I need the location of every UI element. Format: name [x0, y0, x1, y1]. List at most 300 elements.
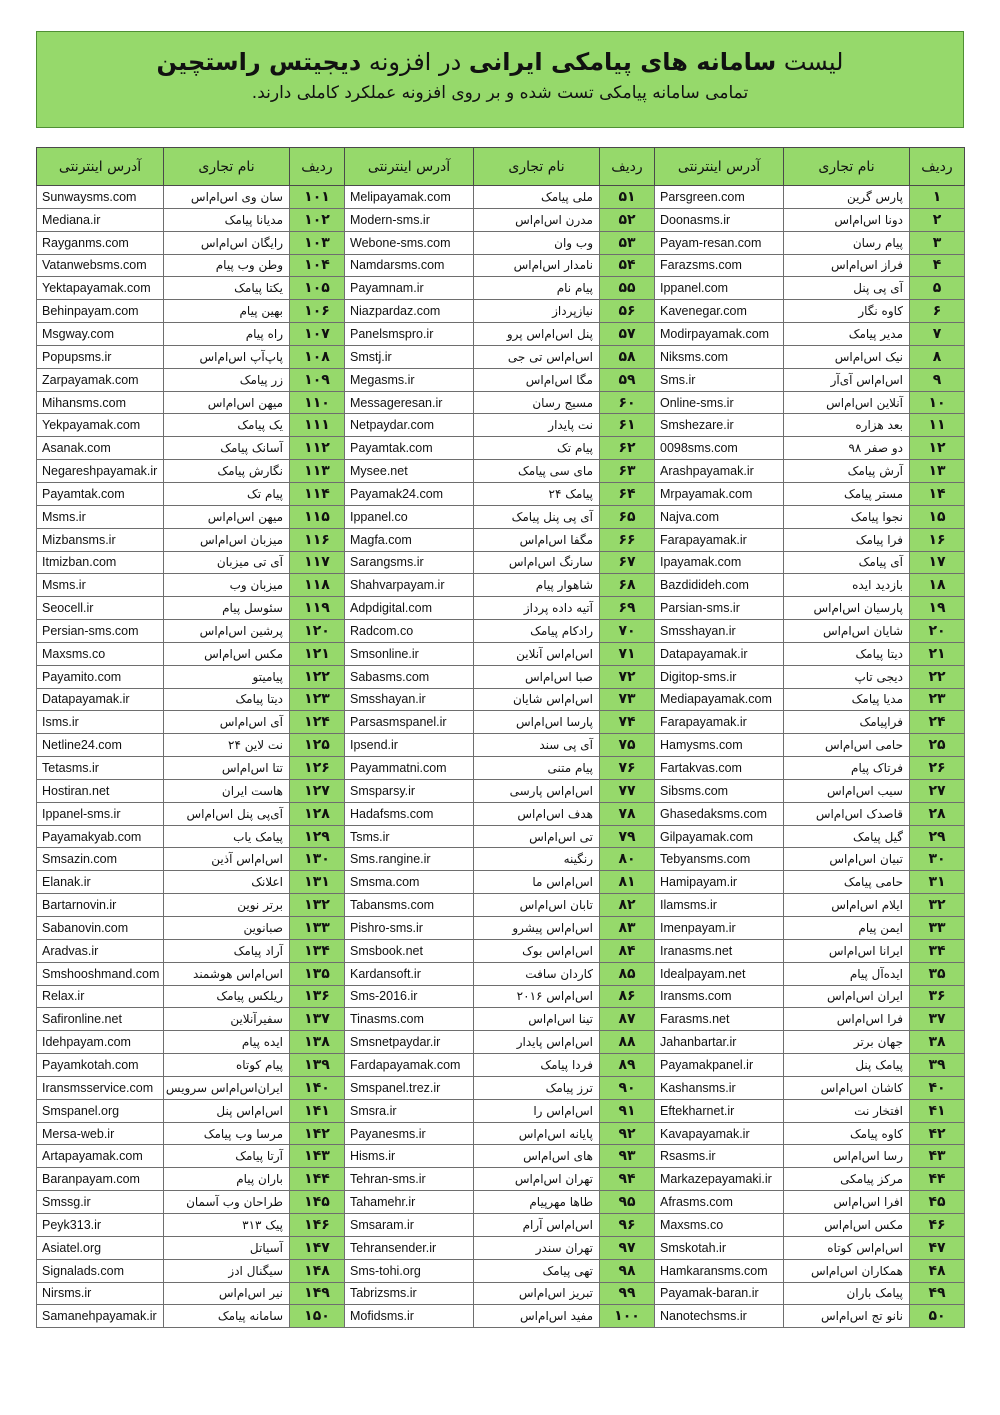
provider-url: Ipsend.ir [345, 734, 474, 757]
provider-name: اس‌ام‌اس کوتاه [784, 1236, 910, 1259]
provider-url: Netline24.com [37, 734, 164, 757]
row-number: ۵۹ [600, 368, 655, 391]
provider-url: Yekpayamak.com [37, 414, 164, 437]
row-number: ۶۰ [600, 391, 655, 414]
table-row [37, 665, 965, 688]
provider-url: Fartakvas.com [655, 757, 784, 780]
row-number: ۸۷ [600, 1008, 655, 1031]
provider-url: Persian-sms.com [37, 620, 164, 643]
title-prefix: لیست [783, 48, 844, 76]
provider-url: Msgway.com [37, 323, 164, 346]
provider-url: Signalads.com [37, 1259, 164, 1282]
provider-url: Mrpayamak.com [655, 482, 784, 505]
provider-url: Payamkotah.com [37, 1054, 164, 1077]
row-number: ۱۹ [910, 597, 965, 620]
provider-url: Smsazin.com [37, 848, 164, 871]
provider-name: آی تی میزبان [164, 551, 290, 574]
provider-url: Asiatel.org [37, 1236, 164, 1259]
provider-name: پارسا اس‌ام‌اس [474, 711, 600, 734]
provider-name: تهران سندر [474, 1236, 600, 1259]
row-number: ۷۹ [600, 825, 655, 848]
row-number: ۳۵ [910, 962, 965, 985]
table-row [37, 734, 965, 757]
provider-url: Tinasms.com [345, 1008, 474, 1031]
provider-name: ایرانا اس‌ام‌اس [784, 939, 910, 962]
provider-name: صبا اس‌ام‌اس [474, 665, 600, 688]
table-row [37, 186, 965, 209]
provider-name: آرتا پیامک [164, 1145, 290, 1168]
provider-url: Yektapayamak.com [37, 277, 164, 300]
row-number: ۱۴۱ [290, 1099, 345, 1122]
provider-url: Kardansoft.ir [345, 962, 474, 985]
row-number: ۴۷ [910, 1236, 965, 1259]
provider-url: Farapayamak.ir [655, 528, 784, 551]
row-number: ۱۳۲ [290, 894, 345, 917]
row-number: ۱۳۸ [290, 1031, 345, 1054]
provider-name: تهران اس‌ام‌اس [474, 1168, 600, 1191]
provider-name: پارسیان اس‌ام‌اس [784, 597, 910, 620]
row-number: ۸۱ [600, 871, 655, 894]
provider-name: اس‌ام‌اس تی جی [474, 345, 600, 368]
row-number: ۴۰ [910, 1076, 965, 1099]
table-header-row [37, 148, 965, 186]
provider-name: شاهوار پیام [474, 574, 600, 597]
row-number: ۸۰ [600, 848, 655, 871]
provider-name: مستر پیامک [784, 482, 910, 505]
provider-name: حامی پیامک [784, 871, 910, 894]
table-row [37, 985, 965, 1008]
header-num-1: ردیف [910, 148, 965, 186]
provider-url: Baranpayam.com [37, 1168, 164, 1191]
provider-url: Smsonline.ir [345, 642, 474, 665]
provider-url: Najva.com [655, 505, 784, 528]
row-number: ۱۴ [910, 482, 965, 505]
provider-url: Niazpardaz.com [345, 300, 474, 323]
provider-name: پیک ۳۱۳ [164, 1213, 290, 1236]
table-row [37, 1168, 965, 1191]
provider-url: Maxsms.co [37, 642, 164, 665]
row-number: ۱۳۶ [290, 985, 345, 1008]
row-number: ۱۴۵ [290, 1191, 345, 1214]
provider-name: مسیج رسان [474, 391, 600, 414]
provider-name: آراد پیامک [164, 939, 290, 962]
provider-name: ایلام اس‌ام‌اس [784, 894, 910, 917]
row-number: ۱۱۷ [290, 551, 345, 574]
provider-name: پنل اس‌ام‌اس پرو [474, 323, 600, 346]
provider-name: ملی پیامک [474, 186, 600, 209]
title-middle: در افزونه [368, 48, 462, 76]
provider-url: Gilpayamak.com [655, 825, 784, 848]
provider-url: Smsparsy.ir [345, 779, 474, 802]
row-number: ۵ [910, 277, 965, 300]
provider-name: میهن اس‌ام‌اس [164, 505, 290, 528]
provider-name: تتا اس‌ام‌اس [164, 757, 290, 780]
provider-url: Smspanel.trez.ir [345, 1076, 474, 1099]
row-number: ۲۴ [910, 711, 965, 734]
provider-name: پیام متنی [474, 757, 600, 780]
provider-name: میزبان وب [164, 574, 290, 597]
header-url-1: آدرس اینترنتی [655, 148, 784, 186]
row-number: ۱۴۶ [290, 1213, 345, 1236]
provider-name: اس‌ام‌اس پنل [164, 1099, 290, 1122]
provider-name: دیتا پیامک [164, 688, 290, 711]
row-number: ۱۰۲ [290, 208, 345, 231]
provider-name: رنگینه [474, 848, 600, 871]
provider-name: بعد هزاره [784, 414, 910, 437]
provider-url: Smskotah.ir [655, 1236, 784, 1259]
provider-url: Safironline.net [37, 1008, 164, 1031]
provider-url: Relax.ir [37, 985, 164, 1008]
provider-url: Kavenegar.com [655, 300, 784, 323]
provider-url: Payamtak.com [37, 482, 164, 505]
table-row [37, 848, 965, 871]
provider-name: رسا اس‌ام‌اس [784, 1145, 910, 1168]
row-number: ۳۶ [910, 985, 965, 1008]
provider-name: نجوا پیامک [784, 505, 910, 528]
title-bold-part-2: دیجیتس راستچین [156, 48, 362, 76]
row-number: ۹۹ [600, 1282, 655, 1305]
provider-url: Namdarsms.com [345, 254, 474, 277]
table-row [37, 1099, 965, 1122]
provider-name: سئوسل پیام [164, 597, 290, 620]
row-number: ۷۵ [600, 734, 655, 757]
table-body [37, 186, 965, 1328]
provider-name: دونا اس‌ام‌اس [784, 208, 910, 231]
provider-name: افتخار نت [784, 1099, 910, 1122]
row-number: ۱۰۶ [290, 300, 345, 323]
provider-name: حامی اس‌ام‌اس [784, 734, 910, 757]
row-number: ۱۳۷ [290, 1008, 345, 1031]
provider-name: پیام تک [474, 437, 600, 460]
provider-name: شایان اس‌ام‌اس [784, 620, 910, 643]
row-number: ۳۴ [910, 939, 965, 962]
row-number: ۹۷ [600, 1236, 655, 1259]
row-number: ۷ [910, 323, 965, 346]
provider-url: Sms.ir [655, 368, 784, 391]
provider-name: آتیه داده پرداز [474, 597, 600, 620]
provider-name: افرا اس‌ام‌اس [784, 1191, 910, 1214]
table-row [37, 574, 965, 597]
row-number: ۱۱۶ [290, 528, 345, 551]
provider-url: Payanesms.ir [345, 1122, 474, 1145]
table-row [37, 1282, 965, 1305]
provider-name: اس‌ام‌اس آی‌آر [784, 368, 910, 391]
provider-url: Msms.ir [37, 574, 164, 597]
provider-name: وطن وب پیام [164, 254, 290, 277]
row-number: ۷۳ [600, 688, 655, 711]
row-number: ۵۵ [600, 277, 655, 300]
provider-url: Rayganms.com [37, 231, 164, 254]
provider-name: آی پی پنل [784, 277, 910, 300]
provider-url: Kavapayamak.ir [655, 1122, 784, 1145]
provider-url: Ippanel.com [655, 277, 784, 300]
row-number: ۱۱۳ [290, 460, 345, 483]
provider-name: مفید اس‌ام‌اس [474, 1305, 600, 1328]
row-number: ۲۰ [910, 620, 965, 643]
table-row [37, 1145, 965, 1168]
row-number: ۲۹ [910, 825, 965, 848]
provider-name: ریلکس پیامک [164, 985, 290, 1008]
provider-url: Sms-2016.ir [345, 985, 474, 1008]
row-number: ۱۰۷ [290, 323, 345, 346]
table-row [37, 1054, 965, 1077]
row-number: ۱۲۶ [290, 757, 345, 780]
provider-url: Modirpayamak.com [655, 323, 784, 346]
provider-name: سیگنال ادز [164, 1259, 290, 1282]
row-number: ۱۳۴ [290, 939, 345, 962]
provider-name: پاپ‌آپ اس‌ام‌اس [164, 345, 290, 368]
provider-name: ایمن پیام [784, 917, 910, 940]
provider-url: Jahanbartar.ir [655, 1031, 784, 1054]
table-row [37, 254, 965, 277]
table-row [37, 528, 965, 551]
table-row [37, 277, 965, 300]
provider-name: تهی پیامک [474, 1259, 600, 1282]
provider-name: دو صفر ۹۸ [784, 437, 910, 460]
row-number: ۵۶ [600, 300, 655, 323]
row-number: ۲۶ [910, 757, 965, 780]
provider-url: Smssg.ir [37, 1191, 164, 1214]
provider-name: ایده‌آل پیام [784, 962, 910, 985]
provider-url: Smsnetpaydar.ir [345, 1031, 474, 1054]
provider-name: پیام تک [164, 482, 290, 505]
row-number: ۱۰ [910, 391, 965, 414]
table-row [37, 208, 965, 231]
row-number: ۱۱۴ [290, 482, 345, 505]
provider-url: Isms.ir [37, 711, 164, 734]
row-number: ۳۰ [910, 848, 965, 871]
row-number: ۴۸ [910, 1259, 965, 1282]
provider-name: آی‌پی پنل اس‌ام‌اس [164, 802, 290, 825]
row-number: ۵۷ [600, 323, 655, 346]
row-number: ۱۲۱ [290, 642, 345, 665]
provider-url: Afrasms.com [655, 1191, 784, 1214]
provider-url: Webone-sms.com [345, 231, 474, 254]
provider-url: Vatanwebsms.com [37, 254, 164, 277]
provider-url: Sunwaysms.com [37, 186, 164, 209]
provider-name: ترز پیامک [474, 1076, 600, 1099]
row-number: ۱۵۰ [290, 1305, 345, 1328]
provider-url: Payamito.com [37, 665, 164, 688]
table-row [37, 939, 965, 962]
header-name-2: نام تجاری [474, 148, 600, 186]
row-number: ۱۲۰ [290, 620, 345, 643]
provider-url: Sabasms.com [345, 665, 474, 688]
table-row [37, 300, 965, 323]
row-number: ۱۱۲ [290, 437, 345, 460]
provider-url: Tsms.ir [345, 825, 474, 848]
provider-name: ایران اس‌ام‌اس [784, 985, 910, 1008]
provider-url: Datapayamak.ir [37, 688, 164, 711]
provider-url: Artapayamak.com [37, 1145, 164, 1168]
provider-url: Tetasms.ir [37, 757, 164, 780]
provider-url: Hamysms.com [655, 734, 784, 757]
row-number: ۲ [910, 208, 965, 231]
provider-name: سان وی اس‌ام‌اس [164, 186, 290, 209]
row-number: ۴۵ [910, 1191, 965, 1214]
provider-url: Nanotechsms.ir [655, 1305, 784, 1328]
row-number: ۳۲ [910, 894, 965, 917]
provider-name: اس‌ام‌اس پارسی [474, 779, 600, 802]
row-number: ۹۲ [600, 1122, 655, 1145]
row-number: ۵۰ [910, 1305, 965, 1328]
provider-name: پیام رسان [784, 231, 910, 254]
provider-url: Peyk313.ir [37, 1213, 164, 1236]
table-row [37, 368, 965, 391]
provider-name: آسیاتل [164, 1236, 290, 1259]
provider-url: Idealpayam.net [655, 962, 784, 985]
provider-name: پیامک باران [784, 1282, 910, 1305]
provider-url: Netpaydar.com [345, 414, 474, 437]
provider-name: مگا اس‌ام‌اس [474, 368, 600, 391]
row-number: ۸ [910, 345, 965, 368]
table-row [37, 962, 965, 985]
provider-url: Parsgreen.com [655, 186, 784, 209]
provider-name: دیتا پیامک [784, 642, 910, 665]
row-number: ۵۴ [600, 254, 655, 277]
row-number: ۱۴۳ [290, 1145, 345, 1168]
provider-name: اس‌ام‌اس هوشمند [164, 962, 290, 985]
row-number: ۷۲ [600, 665, 655, 688]
provider-url: Parsian-sms.ir [655, 597, 784, 620]
provider-url: Tehransender.ir [345, 1236, 474, 1259]
provider-name: نیر اس‌ام‌اس [164, 1282, 290, 1305]
provider-url: Nirsms.ir [37, 1282, 164, 1305]
provider-url: Eftekharnet.ir [655, 1099, 784, 1122]
row-number: ۴۹ [910, 1282, 965, 1305]
provider-name: اس‌ام‌اس پیشرو [474, 917, 600, 940]
provider-name: برتر نوین [164, 894, 290, 917]
provider-name: مرکز پیامکی [784, 1168, 910, 1191]
provider-url: Maxsms.co [655, 1213, 784, 1236]
table-row [37, 1122, 965, 1145]
row-number: ۱۱۹ [290, 597, 345, 620]
provider-url: Sibsms.com [655, 779, 784, 802]
provider-name: هدف اس‌ام‌اس [474, 802, 600, 825]
provider-url: Sarangsms.ir [345, 551, 474, 574]
row-number: ۱۲ [910, 437, 965, 460]
provider-url: Hadafsms.com [345, 802, 474, 825]
row-number: ۱۴۹ [290, 1282, 345, 1305]
table-row [37, 688, 965, 711]
row-number: ۱۱۰ [290, 391, 345, 414]
provider-url: Mihansms.com [37, 391, 164, 414]
provider-name: گیل پیامک [784, 825, 910, 848]
provider-url: Payamnam.ir [345, 277, 474, 300]
provider-name: مدرن اس‌ام‌اس [474, 208, 600, 231]
provider-name: تابان اس‌ام‌اس [474, 894, 600, 917]
provider-name: کاردان سافت [474, 962, 600, 985]
table-row [37, 620, 965, 643]
provider-name: سامانه پیامک [164, 1305, 290, 1328]
provider-url: Ippanel-sms.ir [37, 802, 164, 825]
provider-url: Sms.rangine.ir [345, 848, 474, 871]
provider-url: Smsra.ir [345, 1099, 474, 1122]
row-number: ۷۸ [600, 802, 655, 825]
provider-url: Smshooshmand.com [37, 962, 164, 985]
provider-name: بهین پیام [164, 300, 290, 323]
row-number: ۸۹ [600, 1054, 655, 1077]
provider-name: تبریز اس‌ام‌اس [474, 1282, 600, 1305]
provider-name: تبیان اس‌ام‌اس [784, 848, 910, 871]
provider-name: مکس اس‌ام‌اس [784, 1213, 910, 1236]
provider-name: نیازپرداز [474, 300, 600, 323]
provider-url: Iranasms.net [655, 939, 784, 962]
provider-name: ایده پیام [164, 1031, 290, 1054]
provider-url: Sabanovin.com [37, 917, 164, 940]
table-row [37, 437, 965, 460]
table-row [37, 825, 965, 848]
table-row [37, 1259, 965, 1282]
provider-name: کاشان اس‌ام‌اس [784, 1076, 910, 1099]
provider-name: آسانک پیامک [164, 437, 290, 460]
row-number: ۴۲ [910, 1122, 965, 1145]
row-number: ۱۰۹ [290, 368, 345, 391]
provider-name: پیام نام [474, 277, 600, 300]
title-bold-part-1: سامانه های پیامکی ایرانی [468, 48, 777, 76]
provider-url: Fardapayamak.com [345, 1054, 474, 1077]
provider-name: اس‌ام‌اس بوک [474, 939, 600, 962]
row-number: ۲۲ [910, 665, 965, 688]
row-number: ۶۱ [600, 414, 655, 437]
row-number: ۹۰ [600, 1076, 655, 1099]
provider-name: آنلاین اس‌ام‌اس [784, 391, 910, 414]
provider-name: پیامک ۲۴ [474, 482, 600, 505]
provider-name: اس‌ام‌اس آذین [164, 848, 290, 871]
provider-name: آی پیامک [784, 551, 910, 574]
row-number: ۸۲ [600, 894, 655, 917]
provider-name: اس‌ام‌اس پایدار [474, 1031, 600, 1054]
provider-url: Bazdidideh.com [655, 574, 784, 597]
provider-name: قاصدک اس‌ام‌اس [784, 802, 910, 825]
provider-name: تینا اس‌ام‌اس [474, 1008, 600, 1031]
provider-url: Payam-resan.com [655, 231, 784, 254]
provider-name: یکتا پیامک [164, 277, 290, 300]
provider-name: مای سی پیامک [474, 460, 600, 483]
table-row [37, 323, 965, 346]
provider-url: Smsshayan.ir [655, 620, 784, 643]
row-number: ۱۳۱ [290, 871, 345, 894]
provider-url: Mizbansms.ir [37, 528, 164, 551]
table-row [37, 231, 965, 254]
row-number: ۱۴۲ [290, 1122, 345, 1145]
row-number: ۳۳ [910, 917, 965, 940]
table-row [37, 1008, 965, 1031]
row-number: ۱۴۴ [290, 1168, 345, 1191]
provider-url: Zarpayamak.com [37, 368, 164, 391]
provider-name: طراحان وب آسمان [164, 1191, 290, 1214]
provider-url: Sms-tohi.org [345, 1259, 474, 1282]
provider-name: اس‌ام‌اس را [474, 1099, 600, 1122]
provider-name: مرسا وب پیامک [164, 1122, 290, 1145]
provider-url: Smsaram.ir [345, 1213, 474, 1236]
table-row [37, 871, 965, 894]
row-number: ۹۱ [600, 1099, 655, 1122]
provider-name: فرا اس‌ام‌اس [784, 1008, 910, 1031]
provider-name: دیجی تاپ [784, 665, 910, 688]
row-number: ۶۵ [600, 505, 655, 528]
provider-url: Iransms.com [655, 985, 784, 1008]
provider-url: Markazepayamaki.ir [655, 1168, 784, 1191]
provider-url: Mediapayamak.com [655, 688, 784, 711]
provider-url: Payamakpanel.ir [655, 1054, 784, 1077]
provider-url: Magfa.com [345, 528, 474, 551]
provider-url: Online-sms.ir [655, 391, 784, 414]
provider-name: آی پی سند [474, 734, 600, 757]
row-number: ۲۸ [910, 802, 965, 825]
row-number: ۱۱۸ [290, 574, 345, 597]
row-number: ۶ [910, 300, 965, 323]
